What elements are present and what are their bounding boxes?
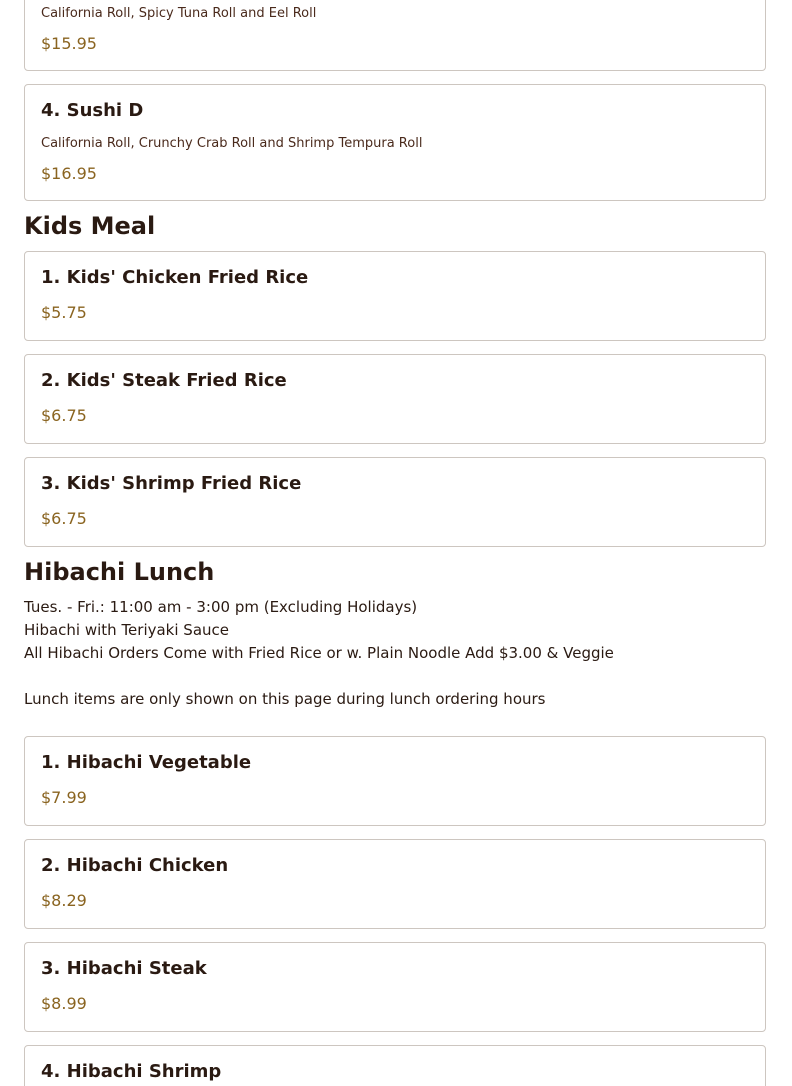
menu-item-card[interactable] — [24, 0, 766, 71]
menu-item-name: 2. Kids' Steak Fried Rice — [41, 370, 287, 391]
menu-item-price: $8.99 — [41, 994, 87, 1013]
menu-item-price: $6.75 — [41, 509, 87, 528]
menu-item-price: $16.95 — [41, 164, 97, 183]
menu-item-description: California Roll, Crunchy Crab Roll and Shrimp Tempura Roll — [41, 136, 423, 151]
menu-item-card[interactable] — [24, 457, 766, 547]
menu-item-name: 4. Sushi D — [41, 100, 144, 121]
menu-item-name: 2. Hibachi Chicken — [41, 855, 229, 876]
menu-item-card[interactable] — [24, 354, 766, 444]
menu-item-card[interactable] — [24, 839, 766, 929]
lunch-visibility-note: Lunch items are only shown on this page during lunch ordering hours — [24, 690, 546, 708]
menu-item-card[interactable] — [24, 84, 766, 201]
menu-item-description: California Roll, Spicy Tuna Roll and Eel Roll — [41, 6, 317, 21]
lunch-sauce-text: Hibachi with Teriyaki Sauce — [24, 621, 230, 639]
section-title-kids-meal: Kids Meal — [24, 212, 156, 240]
menu-item-price: $8.29 — [41, 891, 87, 910]
menu-item-price: $15.95 — [41, 34, 97, 53]
section-title-hibachi-lunch: Hibachi Lunch — [24, 558, 215, 586]
menu-item-card[interactable] — [24, 736, 766, 826]
lunch-orders-note: All Hibachi Orders Come with Fried Rice or w. Plain Noodle Add $3.00 & Veggie — [24, 644, 614, 662]
menu-item-card[interactable] — [24, 942, 766, 1032]
menu-item-name: 3. Kids' Shrimp Fried Rice — [41, 473, 302, 494]
menu-item-price: $5.75 — [41, 303, 87, 322]
menu-item-name: 4. Hibachi Shrimp — [41, 1061, 222, 1082]
menu-item-name: 1. Hibachi Vegetable — [41, 752, 252, 773]
lunch-hours-text: Tues. - Fri.: 11:00 am - 3:00 pm (Excluding Holidays) — [24, 598, 418, 616]
menu-item-name: 3. Hibachi Steak — [41, 958, 207, 979]
menu-item-card[interactable] — [24, 1045, 766, 1086]
menu-item-price: $7.99 — [41, 788, 87, 807]
menu-item-price: $6.75 — [41, 406, 87, 425]
menu-item-name: 1. Kids' Chicken Fried Rice — [41, 267, 309, 288]
menu-item-card[interactable] — [24, 251, 766, 341]
